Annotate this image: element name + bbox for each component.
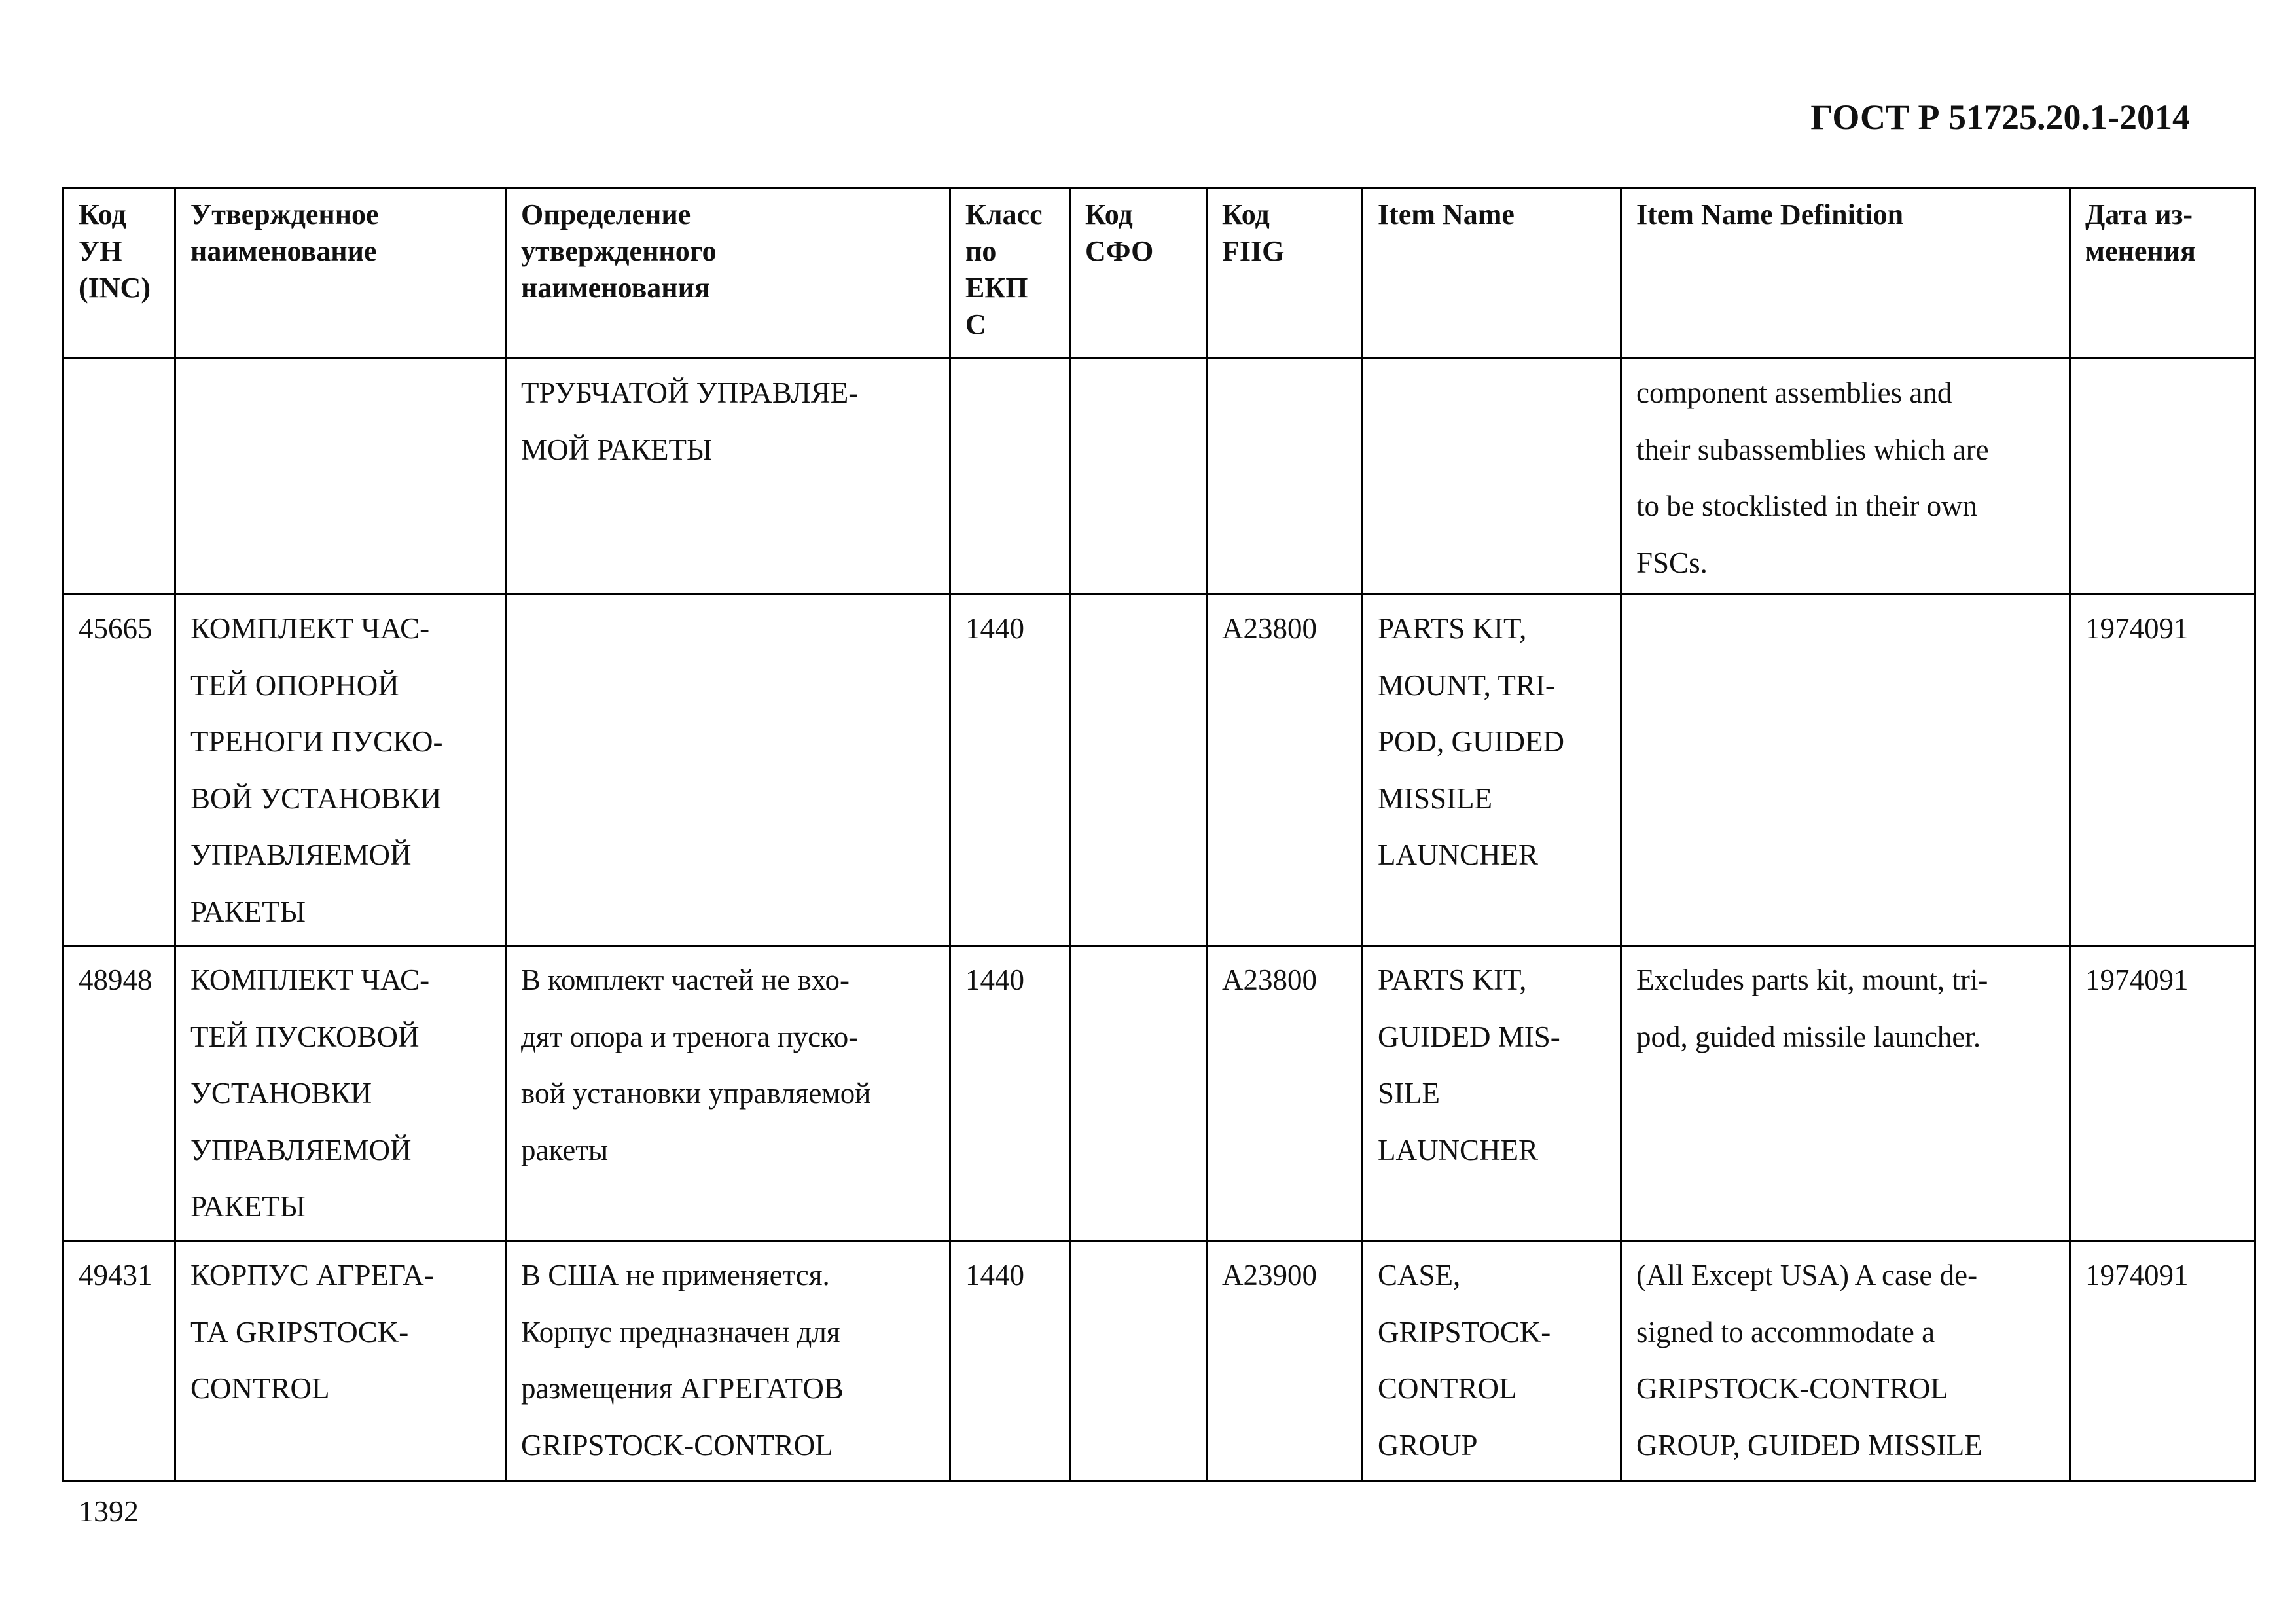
table-row xyxy=(63,594,2255,946)
column-header-item-name: Item Name xyxy=(1363,188,1621,359)
cell-fiig: A23800 xyxy=(1207,594,1363,946)
cell-sfo xyxy=(1070,594,1207,946)
cell-approved-name: КОМПЛЕКТ ЧАС- ТЕЙ ПУСКОВОЙ УСТАНОВКИ УПРАВЛЯЕМОЙ РАКЕТЫ xyxy=(175,946,506,1241)
cell-item-name-definition: Excludes parts kit, mount, tri- pod, guided missile launcher. xyxy=(1621,946,2070,1241)
cell-change-date: 1974091 xyxy=(2070,594,2255,946)
cell-inc: 45665 xyxy=(63,594,175,946)
column-header-fiig: Код FIIG xyxy=(1207,188,1363,359)
cell-class xyxy=(950,359,1070,594)
table-row xyxy=(63,359,2255,594)
cell-inc: 49431 xyxy=(63,1241,175,1481)
cell-sfo xyxy=(1070,946,1207,1241)
cell-item-name-definition xyxy=(1621,594,2070,946)
column-header-inc: Код УН (INC) xyxy=(63,188,175,359)
cell-definition xyxy=(506,594,950,946)
cell-item-name: CASE, GRIPSTOCK- CONTROL GROUP xyxy=(1363,1241,1621,1481)
cell-change-date: 1974091 xyxy=(2070,946,2255,1241)
cell-approved-name: КОМПЛЕКТ ЧАС- ТЕЙ ОПОРНОЙ ТРЕНОГИ ПУСКО- ВОЙ УСТАНОВКИ УПРАВЛЯЕМОЙ РАКЕТЫ xyxy=(175,594,506,946)
page-number: 1392 xyxy=(79,1494,139,1528)
column-header-item-name-definition: Item Name Definition xyxy=(1621,188,2070,359)
cell-approved-name: КОРПУС АГРЕГА- ТА GRIPSTOCK- CONTROL xyxy=(175,1241,506,1481)
cell-approved-name xyxy=(175,359,506,594)
cell-sfo xyxy=(1070,1241,1207,1481)
table-row xyxy=(63,946,2255,1241)
cell-item-name-definition: component assemblies and their subassemblies which are to be stocklisted in their own FSCs. xyxy=(1621,359,2070,594)
cell-fiig: A23900 xyxy=(1207,1241,1363,1481)
table-row xyxy=(63,1241,2255,1481)
cell-definition: В США не применяется. Корпус предназначен для размещения АГРЕГАТОВ GRIPSTOCK-CONTROL xyxy=(506,1241,950,1481)
column-header-change-date: Дата из- менения xyxy=(2070,188,2255,359)
column-header-sfo: Код СФО xyxy=(1070,188,1207,359)
column-header-class: Класс по ЕКП С xyxy=(950,188,1070,359)
column-header-approved-name: Утвержденное наименование xyxy=(175,188,506,359)
cell-item-name-definition: (All Except USA) A case de- signed to accommodate a GRIPSTOCK-CONTROL GROUP, GUIDED MISSILE xyxy=(1621,1241,2070,1481)
cell-change-date: 1974091 xyxy=(2070,1241,2255,1481)
cell-inc: 48948 xyxy=(63,946,175,1241)
cell-class: 1440 xyxy=(950,594,1070,946)
cell-item-name: PARTS KIT, MOUNT, TRI- POD, GUIDED MISSILE LAUNCHER xyxy=(1363,594,1621,946)
document-code: ГОСТ Р 51725.20.1-2014 xyxy=(1810,98,2190,137)
cell-change-date xyxy=(2070,359,2255,594)
nomenclature-table xyxy=(62,187,2256,1482)
cell-sfo xyxy=(1070,359,1207,594)
cell-definition: ТРУБЧАТОЙ УПРАВЛЯЕ- МОЙ РАКЕТЫ xyxy=(506,359,950,594)
cell-item-name xyxy=(1363,359,1621,594)
cell-class: 1440 xyxy=(950,946,1070,1241)
cell-class: 1440 xyxy=(950,1241,1070,1481)
cell-inc xyxy=(63,359,175,594)
column-header-definition: Определение утвержденного наименования xyxy=(506,188,950,359)
table-header-row xyxy=(63,188,2255,359)
cell-item-name: PARTS KIT, GUIDED MIS- SILE LAUNCHER xyxy=(1363,946,1621,1241)
cell-definition: В комплект частей не вхо- дят опора и тренога пуско- вой установки управляемой ракеты xyxy=(506,946,950,1241)
cell-fiig xyxy=(1207,359,1363,594)
cell-fiig: A23800 xyxy=(1207,946,1363,1241)
